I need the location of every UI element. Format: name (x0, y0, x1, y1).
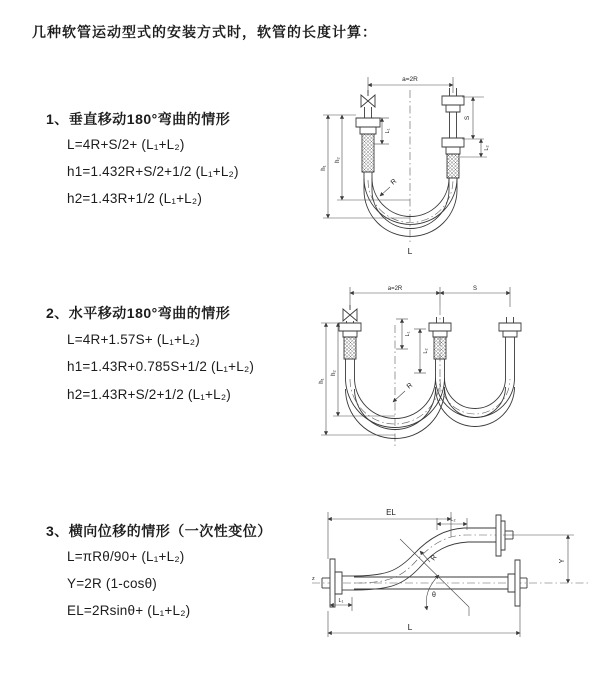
braided-hose-section (344, 337, 356, 359)
dim-label-l1: L₁ (405, 331, 411, 337)
section-2-heading: 2、水平移动180°弯曲的情形 (46, 305, 231, 321)
braided-hose-section (447, 154, 459, 178)
valve-icon (343, 305, 357, 321)
dim-label-s: S (472, 286, 478, 292)
dimension-h1 (319, 323, 395, 435)
dim-label-a2r: a=2R (402, 76, 418, 83)
dimension-length (328, 593, 520, 637)
diagram-vertical-180 (312, 68, 592, 263)
section-2-formula-L: L=4R+1.57S+ (L₁+L₂) (67, 332, 200, 347)
dimension-l1 (396, 319, 411, 349)
dimension-radius (393, 382, 414, 402)
section-3-heading: 3、横向位移的情形（一次性变位） (46, 523, 272, 539)
dim-label-h2: h₂ (335, 157, 341, 163)
dimension-a2r (368, 76, 453, 93)
dim-label-h2: h₂ (331, 370, 337, 376)
dim-label-y: Y (559, 558, 566, 564)
pipe-center (429, 317, 451, 378)
diagram-horizontal-180 (312, 283, 597, 463)
dim-label-h1: h₁ (319, 378, 325, 384)
dimension-angle (400, 539, 469, 616)
dimension-s (440, 286, 510, 293)
dim-label-l1: L₁ (385, 128, 391, 134)
section-1-formula-h2: h2=1.43R+1/2 (L₁+L₂) (67, 191, 203, 206)
dim-label-radius: R (429, 553, 439, 563)
braided-hose-section (362, 134, 374, 172)
dimension-a2r (350, 286, 510, 307)
section-2-formula-h2: h2=1.43R+S/2+1/2 (L₁+L₂) (67, 387, 231, 402)
dim-label-l2: L₂ (423, 348, 429, 354)
dimension-h2 (331, 323, 395, 416)
dim-label-angle: θ (432, 592, 436, 599)
dimension-s (462, 97, 484, 139)
flange-top-right (496, 515, 513, 556)
hose-u-bend (364, 178, 457, 236)
pipe-right (442, 88, 464, 190)
section-3-formula-Y: Y=2R (1-cosθ) (67, 576, 158, 591)
dimension-l2 (460, 139, 490, 157)
section-1-formula-h1: h1=1.432R+S/2+1/2 (L₁+L₂) (67, 164, 239, 179)
dim-label-l2: L₂ (450, 517, 456, 523)
page-title: 几种软管运动型式的安装方式时，软管的长度计算： (32, 24, 377, 40)
section-3-formula-EL: EL=2Rsinθ+ (L₁+L₂) (67, 603, 191, 618)
dim-label-s: S (464, 115, 471, 121)
dim-label-h1: h₁ (321, 165, 327, 171)
axis-mark-label: z (312, 576, 315, 582)
section-1-formula-L: L=4R+S/2+ (L₁+L₂) (67, 137, 185, 152)
hose-s-curve (354, 528, 504, 590)
hose-u-bend-position2 (436, 378, 515, 427)
dim-label-length: L (407, 246, 413, 256)
dim-label-l1: L₁ (338, 598, 344, 604)
dim-label-el: EL (386, 508, 396, 517)
pipe-left (356, 107, 380, 190)
dim-label-radius: R (405, 381, 415, 391)
braided-hose-section (434, 337, 446, 359)
pipe-left (339, 321, 361, 378)
dim-label-a2r: a=2R (387, 286, 403, 292)
section-1-heading: 1、垂直移动180°弯曲的情形 (46, 111, 231, 127)
dim-label-l2: L₂ (484, 145, 490, 151)
section-3-formula-L: L=πRθ/90+ (L₁+L₂) (67, 549, 185, 564)
dimension-el (328, 508, 451, 559)
section-2-formula-h1: h1=1.43R+0.785S+1/2 (L₁+L₂) (67, 359, 255, 374)
diagram-lateral-displacement (306, 503, 598, 651)
dim-label-length: L (407, 622, 413, 632)
pipe-right (499, 317, 521, 378)
dimension-l2 (414, 329, 429, 373)
dim-label-radius: R (389, 177, 399, 187)
valve-icon (361, 90, 375, 107)
dimension-radius (380, 178, 398, 196)
